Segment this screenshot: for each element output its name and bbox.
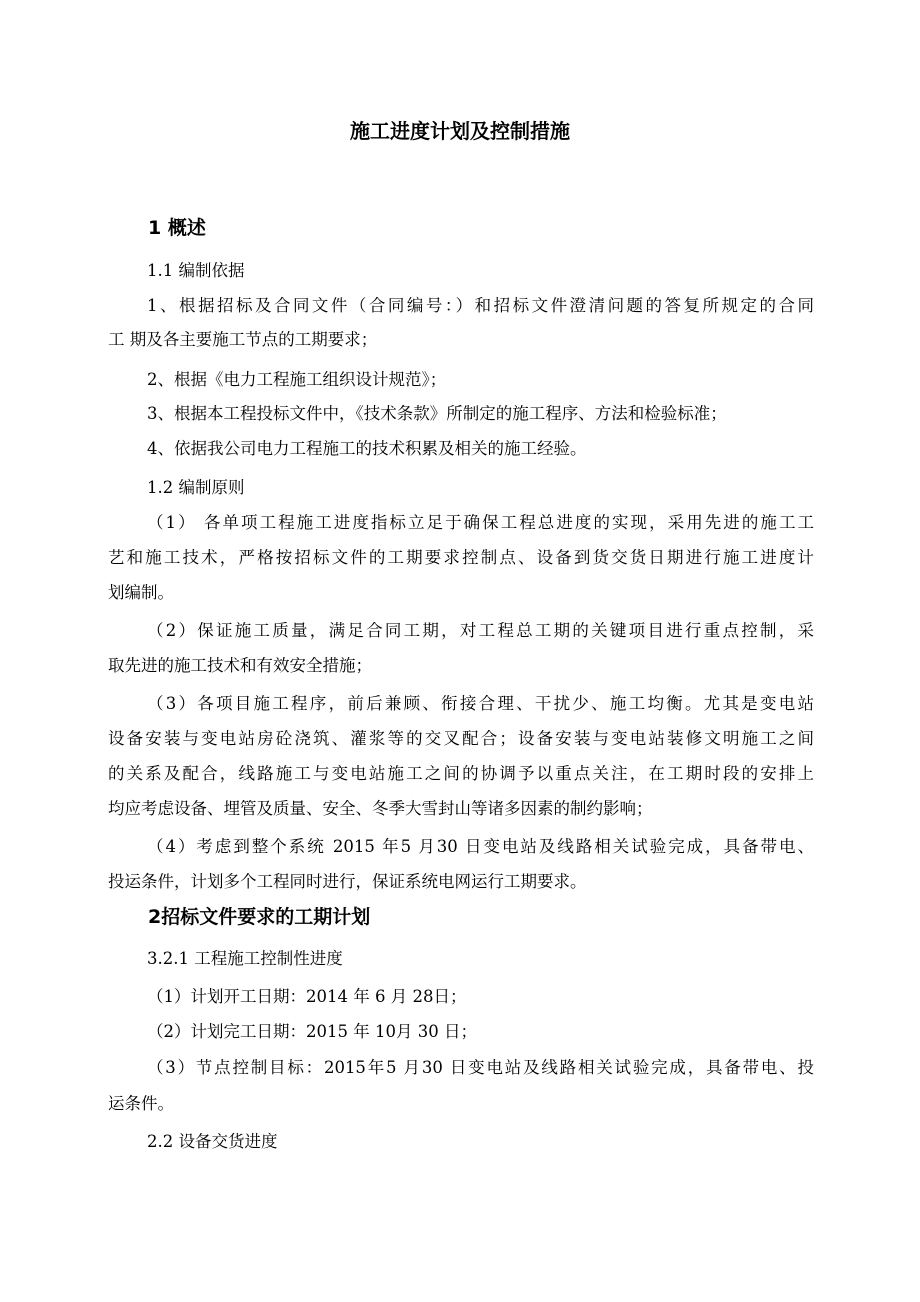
principle-4-line-1: （4）考虑到整个系统 2015 年5 月30 日变电站及线路相关试验完成，具备带电、 (147, 837, 814, 856)
subsection-3-2-1-heading: 3.2.1 工程施工控制性进度 (147, 949, 343, 968)
principle-3-line-3: 的关系及配合，线路施工与变电站施工之间的协调予以重点关注，在工期时段的安排上 (108, 764, 814, 783)
basis-item-1-line-1: 1、根据招标及合同文件（合同编号：）和招标文件澄清问题的答复所规定的合同 (147, 296, 814, 315)
schedule-item-2: （2）计划完工日期：2015 年 10月 30 日； (147, 1022, 477, 1041)
principle-3-line-1: （3）各项目施工程序，前后兼顾、衔接合理、干扰少、施工均衡。尤其是变电站 (147, 694, 814, 713)
schedule-item-3-line-1: （3）节点控制目标：2015年5 月30 日变电站及线路相关试验完成，具备带电、投 (147, 1058, 814, 1077)
basis-item-1-line-2: 工 期及各主要施工节点的工期要求； (108, 330, 378, 349)
principle-3-line-2: 设备安装与变电站房砼浇筑、灌浆等的交叉配合；设备安装与变电站装修文明施工之间 (108, 729, 814, 748)
basis-item-3: 3、根据本工程投标文件中，《技术条款》所制定的施工程序、方法和检验标准； (147, 404, 727, 423)
basis-item-4: 4、依据我公司电力工程施工的技术积累及相关的施工经验。 (147, 439, 587, 458)
subsection-1-1-heading: 1.1 编制依据 (147, 261, 245, 280)
principle-2-line-2: 取先进的施工技术和有效安全措施； (108, 656, 372, 675)
principle-1-line-2: 艺和施工技术，严格按招标文件的工期要求控制点、设备到货交货日期进行施工进度计 (108, 548, 814, 567)
schedule-item-3-line-2: 运条件。 (108, 1094, 174, 1113)
basis-item-2: 2、根据《电力工程施工组织设计规范》； (147, 370, 447, 389)
section-2-heading: 2招标文件要求的工期计划 (148, 906, 371, 928)
subsection-2-2-heading: 2.2 设备交货进度 (147, 1132, 278, 1151)
principle-4-line-2: 投运条件，计划多个工程同时进行，保证系统电网运行工期要求。 (108, 872, 587, 891)
section-1-heading: 1 概述 (148, 217, 206, 239)
principle-1-line-3: 划编制。 (108, 583, 174, 602)
document-title: 施工进度计划及控制措施 (350, 119, 570, 143)
schedule-item-1: （1）计划开工日期：2014 年 6 月 28日； (147, 987, 467, 1006)
subsection-1-2-heading: 1.2 编制原则 (147, 478, 245, 497)
principle-2-line-1: （2）保证施工质量，满足合同工期，对工程总工期的关键项目进行重点控制，采 (147, 621, 814, 640)
principle-3-line-4: 均应考虑设备、埋管及质量、安全、冬季大雪封山等诸多因素的制约影响； (108, 799, 653, 818)
principle-1-line-1: （1） 各单项工程施工进度指标立足于确保工程总进度的实现，采用先进的施工工 (147, 513, 814, 532)
